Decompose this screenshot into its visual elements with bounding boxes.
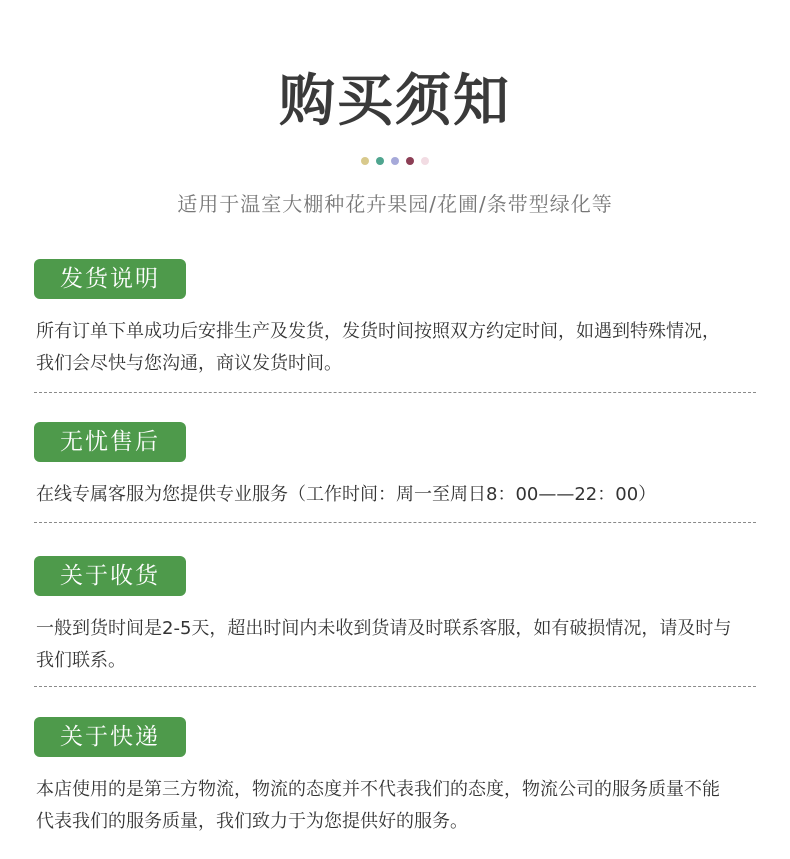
section-title-badge: 无忧售后: [34, 422, 186, 462]
dashed-divider: [34, 522, 756, 523]
dashed-divider: [34, 392, 756, 393]
section-receiving: [34, 556, 756, 677]
decorative-dots: [0, 157, 790, 165]
section-courier: [34, 717, 756, 838]
decorative-dot: [421, 157, 429, 165]
section-shipping-info: [34, 259, 756, 380]
section-title-badge: 关于收货: [34, 556, 186, 596]
section-text: 一般到货时间是2-5天，超出时间内未收到货请及时联系客服，如有破损情况，请及时与我们联系。: [36, 618, 732, 671]
section-after-sales: [34, 422, 756, 511]
dashed-divider: [34, 686, 756, 687]
decorative-dot: [406, 157, 414, 165]
decorative-dot: [376, 157, 384, 165]
section-title-badge: 关于快递: [34, 717, 186, 757]
page-title: 购买须知: [279, 69, 511, 134]
page-subtitle: 适用于温室大棚种花卉果园/花圃/条带型绿化等: [177, 192, 613, 216]
section-text: 所有订单下单成功后安排生产及发货，发货时间按照双方约定时间，如遇到特殊情况，我们会尽快与您沟通，商议发货时间。: [36, 321, 720, 374]
section-text: 本店使用的是第三方物流，物流的态度并不代表我们的态度，物流公司的服务质量不能代表我们的服务质量，我们致力于为您提供好的服务。: [36, 779, 720, 832]
decorative-dot: [361, 157, 369, 165]
section-text: 在线专属客服为您提供专业服务（工作时间：周一至周日8：00——22：00）: [36, 484, 657, 505]
decorative-dot: [391, 157, 399, 165]
section-title-badge: 发货说明: [34, 259, 186, 299]
